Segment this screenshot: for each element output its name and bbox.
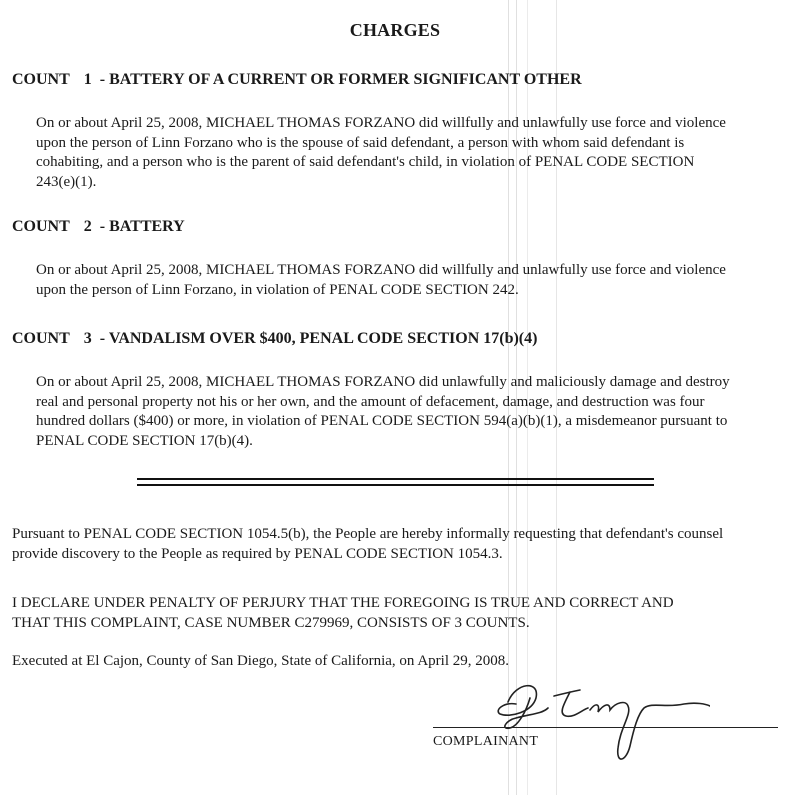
perjury-declaration — [12, 594, 787, 633]
divider-rule — [137, 478, 654, 480]
text-line: hundred dollars ($400) or more, in violation of PENAL CODE SECTION 594(a)(b)(1), a misdemeanor pursuant to — [36, 413, 728, 429]
count-title: - VANDALISM OVER $400, PENAL CODE SECTION 17(b)(4) — [99, 330, 538, 347]
text-line: On or about April 25, 2008, MICHAEL THOMAS FORZANO did unlawfully and maliciously damage and destroy — [36, 374, 730, 390]
text-line: real and personal property not his or her own, and the amount of defacement, damage, and destruction was four — [36, 393, 705, 410]
text-line: cohabiting, and a person who is the parent of said defendant's child, in violation of PENAL CODE SECTION — [36, 154, 695, 170]
text-line: upon the person of Linn Forzano, in violation of PENAL CODE SECTION 242. — [36, 281, 519, 298]
count-number: 3 — [83, 330, 92, 347]
count-3-heading — [12, 330, 537, 348]
count-1-body — [36, 114, 776, 192]
count-3-body — [36, 373, 776, 451]
complainant-label: COMPLAINANT — [433, 734, 539, 749]
section-divider — [137, 478, 654, 488]
text-line: On or about April 25, 2008, MICHAEL THOMAS FORZANO did willfully and unlawfully use force and violence — [36, 262, 726, 278]
count-title: - BATTERY OF A CURRENT OR FORMER SIGNIFICANT OTHER — [99, 71, 582, 88]
count-number: 1 — [83, 71, 92, 88]
text-line: upon the person of Linn Forzano who is the spouse of said defendant, a person with whom said defendant is — [36, 134, 685, 151]
divider-rule — [137, 484, 654, 486]
text-line: On or about April 25, 2008, MICHAEL THOMAS FORZANO did willfully and unlawfully use force and violence — [36, 115, 726, 131]
count-2-heading — [12, 218, 185, 236]
text-line: Pursuant to PENAL CODE SECTION 1054.5(b), the People are hereby informally requesting that defendant's counsel — [12, 526, 724, 542]
count-label: COUNT — [12, 71, 70, 88]
text-line: THAT THIS COMPLAINT, CASE NUMBER C279969, CONSISTS OF 3 COUNTS. — [12, 614, 530, 631]
text-line: I DECLARE UNDER PENALTY OF PERJURY THAT THE FOREGOING IS TRUE AND CORRECT AND — [12, 595, 674, 611]
count-number: 2 — [83, 218, 92, 235]
execution-statement: Executed at El Cajon, County of San Diego, State of California, on April 29, 2008. — [12, 653, 509, 669]
page-title: CHARGES — [349, 20, 441, 40]
signature-line — [433, 727, 778, 728]
count-label: COUNT — [12, 330, 70, 347]
text-line: 243(e)(1). — [36, 173, 97, 190]
count-label: COUNT — [12, 218, 70, 235]
discovery-request — [12, 525, 787, 564]
count-2-body — [36, 261, 776, 300]
count-1-heading — [12, 71, 582, 89]
handwritten-signature — [470, 668, 710, 778]
text-line: provide discovery to the People as required by PENAL CODE SECTION 1054.3. — [12, 545, 503, 562]
text-line: PENAL CODE SECTION 17(b)(4). — [36, 432, 253, 449]
count-title: - BATTERY — [99, 218, 185, 235]
